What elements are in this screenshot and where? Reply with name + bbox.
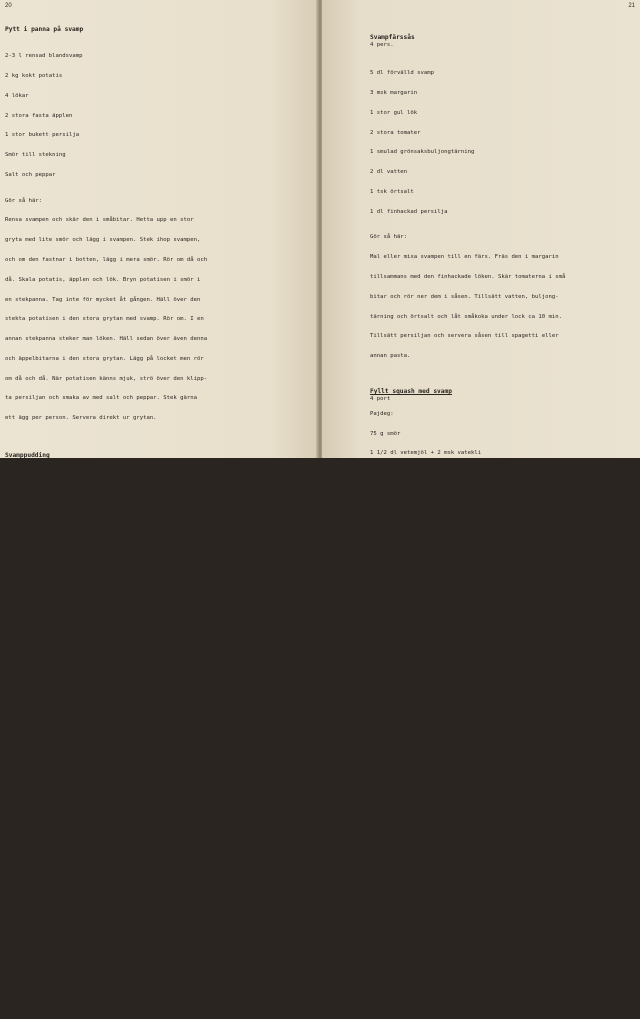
- method-label: Gör så här:: [5, 652, 43, 659]
- page-number-left: 20: [5, 3, 12, 9]
- ingredient: Kryddor efter smak: [5, 626, 66, 633]
- method-line: squashtärningarna i mjölet och blanda dem med lök (och: [370, 851, 552, 858]
- ingredient-list: [370, 418, 635, 491]
- method-text: [370, 241, 635, 373]
- ingredient: 5 dl förvälld svamp: [370, 70, 434, 77]
- ingredient: Ca 700 g squash: [370, 509, 421, 516]
- method-line: köttkvarn. Blanda ihop svamp, det blöta skorpmjölet, lök: [5, 692, 194, 699]
- ingredient: 1 1/2 dl vetemjöl + 2 msk vatekli: [370, 450, 482, 457]
- ingredient: 2 dl vatten: [370, 169, 408, 176]
- ingredient: Hackad persilja: [370, 707, 421, 714]
- method-line: uppepå. Grädda i 175 grader. Servera med t.ex. bacon.: [5, 771, 184, 778]
- ingredient: 1 dl finhackad persilja: [370, 208, 448, 215]
- method-line: smord ungssäker form. Fräs löken och ev. skinka. Vänd: [370, 831, 549, 838]
- method-line: ett ägg per person. Servera direkt ur grytan.: [5, 415, 157, 422]
- method-text: [5, 204, 305, 435]
- recipe-svamppudding: [5, 452, 305, 791]
- ingredient: 1 1/5 dl mjölk: [5, 547, 53, 554]
- method-line: Blöt upp skorpmjölet i mjölken. Rensa svampen och mal den i: [5, 672, 204, 679]
- method-line: annan pasta.: [370, 353, 411, 360]
- method-line: en tomatsallad.: [370, 989, 421, 996]
- right-column: [370, 34, 635, 1019]
- method-line: gryta med lite smör och lägg i svampen. Stek ihop svampen,: [5, 237, 201, 244]
- ingredient: 4 lökar: [5, 92, 29, 99]
- ingredient: 1 kg färsk svamp (soppar, riskor är bra, även: [5, 488, 157, 495]
- ingredient: blandsvamp går): [5, 508, 83, 514]
- ingredient: Ca 200 g förvällda kantareller eller champinjoner: [370, 568, 536, 575]
- left-column: [5, 26, 305, 800]
- method-line: ta persiljan och smaka av med salt och peppar. Stek gärna: [5, 395, 197, 402]
- method-line: Rensa svampen och skär den i småbitar. Hetta upp en stor: [5, 217, 194, 224]
- ingredient: 1-2 krydddmått basilika: [370, 647, 448, 654]
- method-line: och om den fastnar i botten, lägg i mera smör. Rör om då och: [5, 257, 208, 263]
- method-line: stekta potatisen i den stora grytan med svamp. Rör om. I en: [5, 316, 204, 323]
- method-label: Gör så här:: [370, 234, 408, 241]
- ingredient: Smör till stekning: [5, 152, 66, 159]
- method-label: Gör så här:: [370, 732, 408, 739]
- ingredient: 3 msk vetemjöl: [370, 608, 418, 615]
- method-line: bitar och rör ner dem i såsen. Tillsätt vatten, buljong-: [370, 293, 559, 300]
- recipe-title: Svamppudding: [5, 452, 50, 460]
- ingredient: 2 kg kokt potatis: [5, 72, 63, 79]
- ingredient: 1 ägg: [5, 567, 22, 574]
- ingredient: 1 stor gul lök: [370, 109, 418, 116]
- recipe-title: Fyllt squash med svamp: [370, 387, 452, 395]
- method-line: tomaten. Blanda i chilisås, grädde och persilja. Häll rören: [370, 891, 569, 898]
- recipe-portion: 4 pers.: [370, 42, 394, 48]
- ingredient: 1 smulad grönsaksbuljongtärning: [370, 149, 475, 156]
- ingredient-list: [5, 40, 305, 192]
- method-text: [370, 739, 635, 1009]
- recipe-portion: 4 port: [370, 395, 391, 402]
- ingredient: 1 stor gul lök: [370, 529, 418, 535]
- ingredient: 2 stora fasta äpplen: [5, 112, 73, 119]
- method-line: hacka löken. (Strimla skinkan.) Bryn svampen och lägg i: [370, 811, 556, 818]
- ingredient-list: [370, 57, 635, 228]
- method-line: över svampen. Kavla ut pajdegen mellan mjölad plastfolie: [370, 910, 559, 917]
- method-line: skinka) i stekpannan. Rör i salt, örtkrydda och den hackade: [370, 871, 569, 878]
- ingredient-group-label: Pajdeg:: [370, 410, 394, 417]
- method-line: en stekpanna. Tag inte för mycket åt gången. Häll över den: [5, 296, 201, 303]
- ingredient: 1 msk vatten: [370, 470, 411, 477]
- recipe-title: Svampfärssås: [370, 34, 415, 41]
- ingredient: 1-2 msk finhackad gul lök: [5, 587, 90, 594]
- ingredient: 1 stor tomat: [370, 667, 411, 674]
- method-line: då. Skala potatis, äpplen och lök. Bryn potatisen i smör i: [5, 276, 201, 283]
- ingredient: Salt och peppar: [5, 171, 56, 178]
- ingredient: 1 stor bukett persilja: [5, 132, 80, 139]
- ingredient: 1/2-1 msk matfett: [5, 606, 63, 613]
- method-line: till lagom format för formen och lägg degen på rören. Nagga: [370, 930, 569, 937]
- ingredient: 1 tsk örtsalt: [370, 188, 414, 195]
- ingredient: 2 stora tomater: [370, 129, 421, 136]
- ingredient: 2-3 l rensad blandsvamp: [5, 53, 83, 60]
- method-line: om då och då. När potatisen känns mjuk, strö över den klipp-: [5, 375, 208, 382]
- method-line: Mal eller mixa svampen till en färs. Fräs den i margarin: [370, 254, 559, 261]
- ingredient: 2 msk smör: [370, 588, 404, 595]
- ingredient: 8 msk skorpmjöl: [5, 527, 56, 534]
- method-line: Skär squashen i sockerbitsstora tärningar. Skala och grov-: [370, 792, 566, 799]
- ingredient-list: [5, 475, 305, 646]
- ingredient: 1-1 1/2 tsk örtsalt: [370, 627, 434, 634]
- method-line: smeten. Över smeten strös skorpmjöl och fettet flickas: [5, 751, 187, 758]
- ingredient: 2 msk chilisås + 1/2 dl grädde: [370, 687, 472, 694]
- left-page: [0, 0, 318, 778]
- method-line: lätt med gaffel.: [370, 950, 424, 957]
- recipe-pytt-i-panna: [5, 26, 305, 435]
- ingredient: (100 g rökt skinka): [370, 548, 434, 555]
- method-line: annan stekpanna steker man löken. Häll sedan över även denna: [5, 336, 208, 343]
- method-line: ordentligt. Smörj och bröa en eldfast form och häll över: [5, 731, 194, 738]
- recipe-fyllt-squash: [370, 388, 635, 1010]
- method-line: ihop till en deg. Låt den gärna vila kallt någon timme.: [370, 772, 556, 779]
- method-text: [5, 659, 305, 791]
- method-line: tärning och örtsalt och låt småkoka under lock ca 10 min.: [370, 313, 562, 320]
- recipe-svampfarssas: [370, 34, 635, 373]
- right-page: [322, 0, 640, 996]
- method-line: (man kan bryna löken om man vill), kryddor och ägg. Rör om: [5, 711, 201, 718]
- ingredient: 75 g smör: [370, 430, 401, 437]
- ingredient-list: [370, 496, 635, 727]
- method-line: Tillsätt persiljan och servera såsen till spagetti eller: [370, 333, 559, 340]
- method-line: Grädda i 225 grader ca 20 min. Ät pajen nygräddad med t.ex.: [370, 970, 569, 977]
- page-number-right: 21: [628, 3, 635, 9]
- method-line: Hacka ihop smör, mjöl och kli. Tillsätt vattnet och arbete: [370, 752, 566, 759]
- method-line: och äppelbitarna i den stora grytan. Lägg på locket men rör: [5, 355, 204, 362]
- method-line: tillsammans med den finhackade löken. Skär tomaterna i små: [370, 274, 566, 280]
- method-label: Gör så här:: [5, 197, 43, 204]
- recipe-portion: 4 pers.: [5, 460, 29, 467]
- recipe-title: Pytt i panna på svamp: [5, 26, 84, 33]
- ingredient: 3 msk margarin: [370, 89, 418, 96]
